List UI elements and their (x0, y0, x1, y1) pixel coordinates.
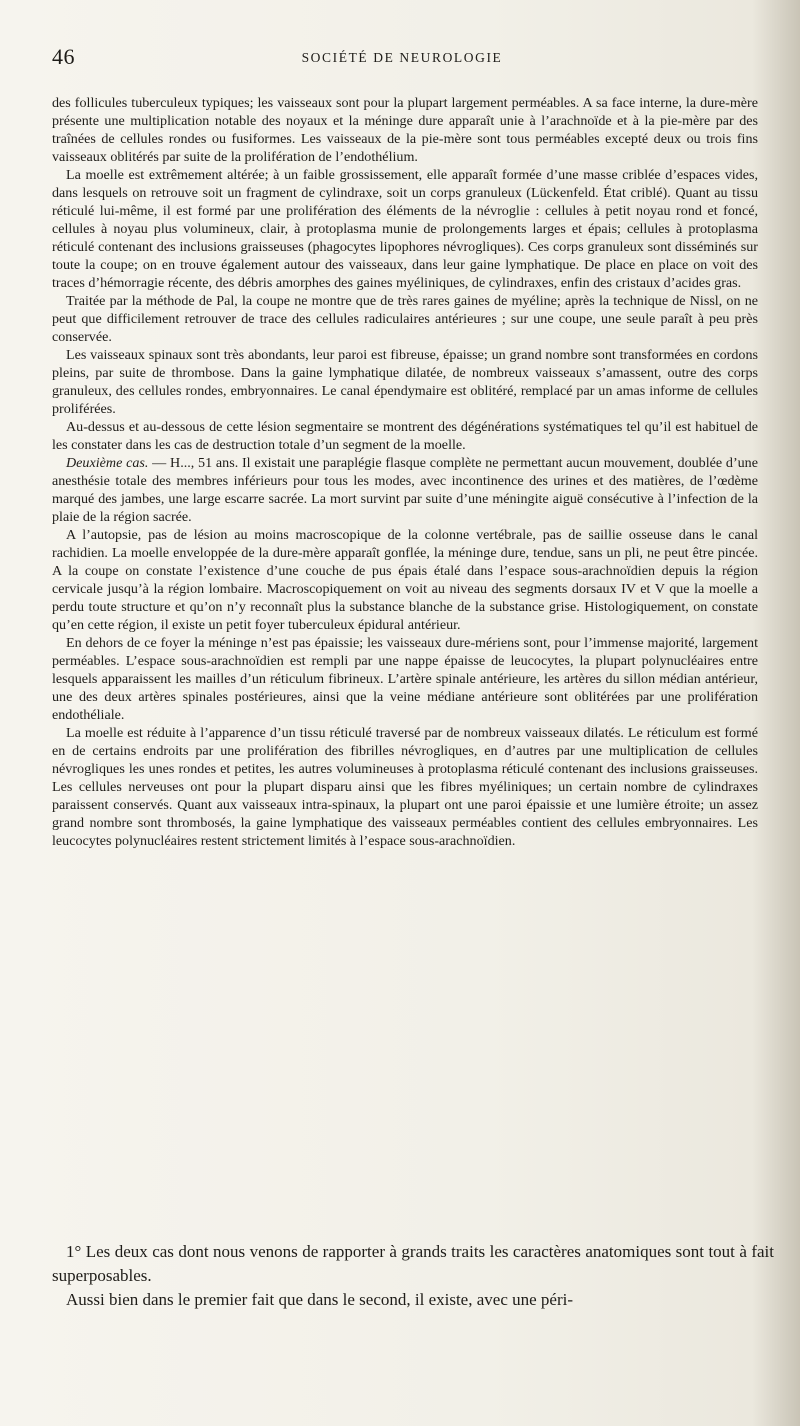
case-paragraph (52, 454, 758, 526)
paragraph: des follicules tuberculeux typiques; les vaisseaux sont pour la plupart largement perméables. A sa face interne, la dure-mère présente une multiplication notable des noyaux et la méninge dure apparaît unie à l’arachnoïde et à la pie-mère par des traînées de cellules rondes ou fusiformes. Les vaisseaux de la pie-mère sont tous perméables excepté deux ou trois fins vaisseaux oblitérés par suite de la prolifération de l’endothélium. (52, 95, 758, 165)
conclusion-paragraph: 1° Les deux cas dont nous venons de rapporter à grands traits les caractères anatomiques sont tout à fait superposables. (52, 1242, 774, 1285)
paragraph: En dehors de ce foyer la méninge n’est pas épaissie; les vaisseaux dure-mériens sont, pour l’immense majorité, largement perméables. L’espace sous-arachnoïdien est rempli par une nappe épaisse de leucocytes, la plupart polynucléaires entre lesquels apparaissent les mailles d’un réticulum fibrineux. L’artère spinale antérieure, les artères du sillon médian antérieur, une des deux artères spinales postérieures, ainsi que la veine médiane antérieure sont oblitérées par une prolifération endothéliale. (52, 635, 758, 723)
case-text: — H..., 51 ans. Il existait une paraplégie flasque complète ne permettant aucun mouvement, doublée d’une anesthésie totale des membres inférieurs pour tous les modes, avec incontinence des urines et des matières, de l’œdème marqué des jambes, une large escarre sacrée. La mort survint par suite d’une méningite aiguë consécutive à l’infection de la plaie de la région sacrée. (52, 455, 758, 525)
paragraph: La moelle est réduite à l’apparence d’un tissu réticulé traversé par de nombreux vaisseaux dilatés. Le réticulum est formé en de certains endroits par une prolifération des fibrilles névrogliques, en d’autres par une multiplication de cellules névrogliques les unes rondes et petites, les autres volumineuses à protoplasma réticulé contenant des inclusions graisseuses. Les cellules nerveuses ont pour la plupart disparu ainsi que les fibres myéliniques; un certain nombre de cylindraxes paraissent conservés. Quant aux vaisseaux intra-spinaux, la plupart ont une paroi épaissie et une lumière étroite; un assez grand nombre sont thrombosés, la gaine lymphatique des vaisseaux perméables contient des cellules embryonnaires. Les leucocytes polynucléaires restent strictement limités à l’espace sous-arachnoïdien. (52, 725, 758, 849)
paragraph: Traitée par la méthode de Pal, la coupe ne montre que de très rares gaines de myéline; après la technique de Nissl, on ne peut que difficilement retrouver de trace des cellules radiculaires antérieures ; sur une coupe, une seule paraît à peu près conservée. (52, 293, 758, 345)
paragraph: Au-dessus et au-dessous de cette lésion segmentaire se montrent des dégénérations systématiques tel qu’il est habituel de les constater dans les cas de destruction totale d’un segment de la moelle. (52, 419, 758, 453)
conclusion-paragraph: Aussi bien dans le premier fait que dans le second, il existe, avec une péri- (66, 1290, 573, 1309)
conclusion-text (52, 1240, 774, 1312)
body-text (52, 94, 758, 850)
page-number: 46 (52, 44, 75, 69)
paragraph: Les vaisseaux spinaux sont très abondants, leur paroi est fibreuse, épaisse; un grand nombre sont transformées en cordons pleins, par suite de thrombose. Dans la gaine lymphatique dilatée, de nombreux vaisseaux s’amassent, outre des corps granuleux, des cellules rondes, embryonnaires. Le canal épendymaire est oblitéré, remplacé par un amas informe de cellules proliférées. (52, 347, 758, 417)
paragraph: La moelle est extrêmement altérée; à un faible grossissement, elle apparaît formée d’une masse criblée d’espaces vides, dans lesquels on retrouve soit un fragment de cylindraxe, soit un corps granuleux (Lückenfeld. État criblé). Quant au tissu réticulé lui-même, il est formé par une prolifération des éléments de la névroglie : cellules à petit noyau rond et foncé, cellules à noyau plus volumineux, clair, à protoplasma munie de prolongements larges et épais; cellules à protoplasma réticulé contenant des inclusions graisseuses (phagocytes lipophores névrogliques). Ces corps granuleux sont disséminés sur toute la coupe; on en trouve également autour des vaisseaux, dans leur gaine lymphatique. De place en place on voit des traces d’hémorragie récente, des débris amorphes des gaines myéliniques, de cylindraxes, enfin des cristaux d’acides gras. (52, 167, 758, 291)
page-header (52, 44, 752, 74)
running-title: SOCIÉTÉ DE NEUROLOGIE (301, 50, 503, 65)
paragraph: A l’autopsie, pas de lésion au moins macroscopique de la colonne vertébrale, pas de saillie osseuse dans le canal rachidien. La moelle enveloppée de la dure-mère apparaît gonflée, la méninge dure, tendue, sans un pli, ne peut être pincée. A la coupe on constate l’existence d’une couche de pus épais étalé dans l’espace sous-arachnoïdien depuis la région cervicale jusqu’à la région lombaire. Macroscopiquement on voit au niveau des segments dorsaux IV et V que la moelle a perdu toute structure et qu’on n’y reconnaît plus la substance blanche de la substance grise. Histologiquement, on constate qu’en cette région, il existe un petit foyer tuberculeux épidural antérieur. (52, 527, 758, 633)
case-label: Deuxième cas. (66, 455, 149, 471)
